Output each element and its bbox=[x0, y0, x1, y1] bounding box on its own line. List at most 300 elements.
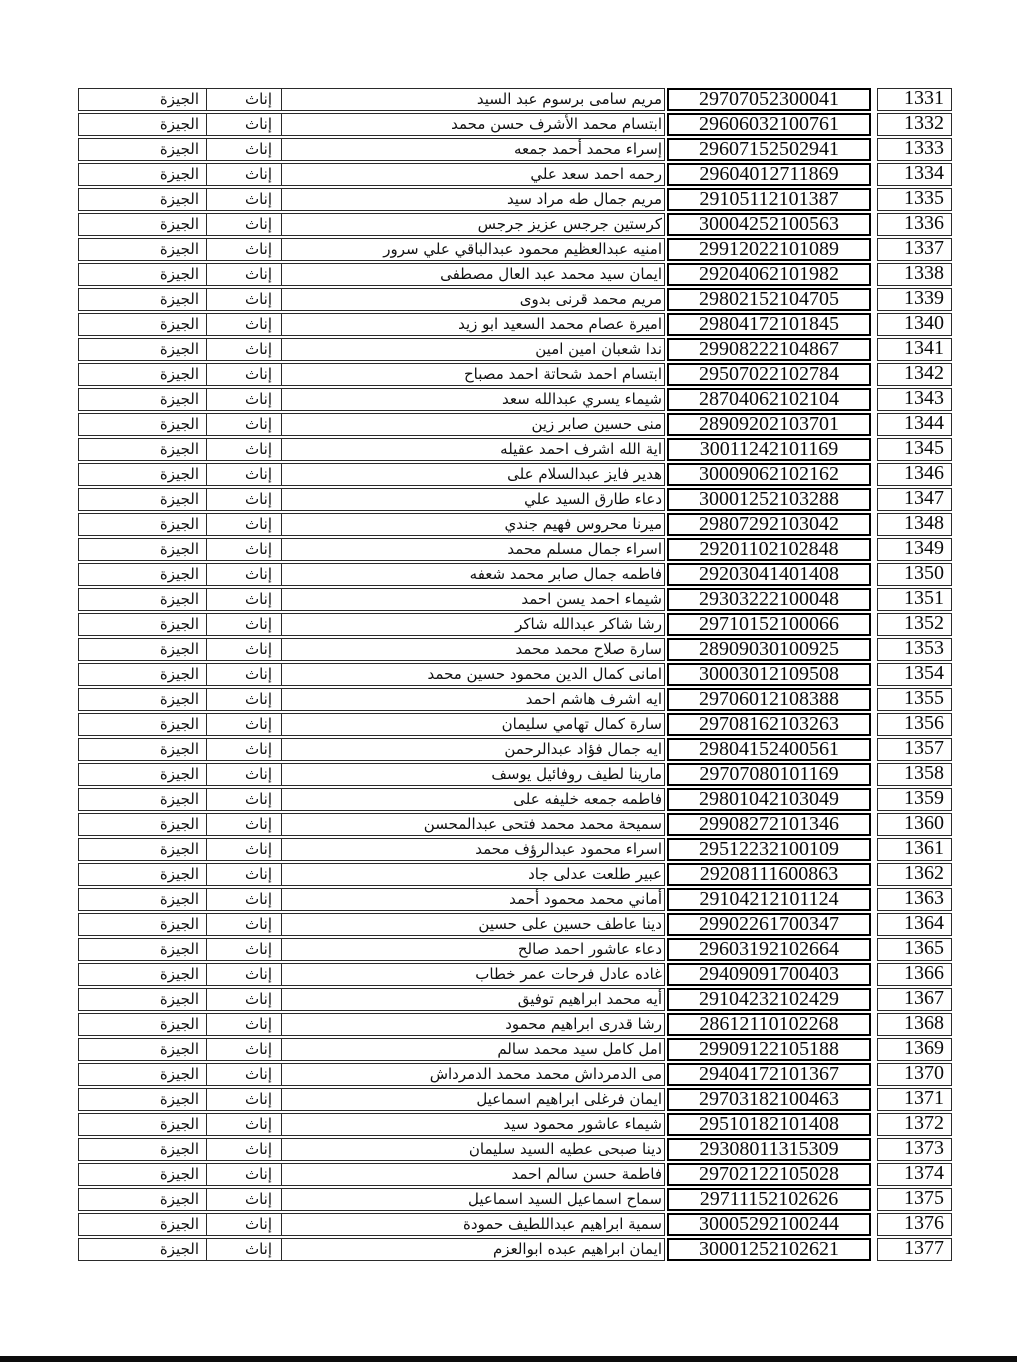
serial-number-cell: 1336 bbox=[877, 213, 952, 236]
table-row bbox=[78, 463, 952, 486]
row-info-box bbox=[78, 388, 665, 411]
serial-number-cell: 1351 bbox=[877, 588, 952, 611]
table-row bbox=[78, 388, 952, 411]
serial-number-cell: 1348 bbox=[877, 513, 952, 536]
national-id-cell: 29703182100463 bbox=[667, 1088, 871, 1111]
row-info-box bbox=[78, 1113, 665, 1136]
gender-cell: إناث bbox=[207, 889, 282, 910]
name-cell: شيماء احمد يسن احمد bbox=[521, 590, 662, 608]
row-info-box bbox=[78, 338, 665, 361]
name-cell: اسراء جمال مسلم محمد bbox=[507, 540, 662, 558]
gender-cell: إناث bbox=[207, 1139, 282, 1160]
national-id-cell: 29104232102429 bbox=[667, 988, 871, 1011]
serial-number-cell: 1340 bbox=[877, 313, 952, 336]
row-info-box bbox=[78, 838, 665, 861]
gender-cell: إناث bbox=[207, 1014, 282, 1035]
row-info-box bbox=[78, 1213, 665, 1236]
gender-cell: إناث bbox=[207, 1189, 282, 1210]
governorate-cell: الجيزة bbox=[79, 664, 207, 685]
national-id-cell: 29104212101124 bbox=[667, 888, 871, 911]
governorate-cell: الجيزة bbox=[79, 739, 207, 760]
table-row bbox=[78, 1113, 952, 1136]
gender-cell: إناث bbox=[207, 1114, 282, 1135]
table-row bbox=[78, 863, 952, 886]
name-cell: فاطمة حسن سالم احمد bbox=[511, 1165, 662, 1183]
governorate-cell: الجيزة bbox=[79, 814, 207, 835]
national-id-cell: 29807292103042 bbox=[667, 513, 871, 536]
gender-cell: إناث bbox=[207, 214, 282, 235]
governorate-cell: الجيزة bbox=[79, 439, 207, 460]
table-row bbox=[78, 688, 952, 711]
name-cell: فاطمه جمعه خليفه على bbox=[513, 790, 662, 808]
national-id-cell: 28612110102268 bbox=[667, 1013, 871, 1036]
table-row bbox=[78, 338, 952, 361]
serial-number-cell: 1364 bbox=[877, 913, 952, 936]
governorate-cell: الجيزة bbox=[79, 564, 207, 585]
gender-cell: إناث bbox=[207, 764, 282, 785]
row-info-box bbox=[78, 638, 665, 661]
table-row bbox=[78, 938, 952, 961]
name-cell: سارة صلاح محمد محمد bbox=[515, 640, 662, 658]
serial-number-cell: 1332 bbox=[877, 113, 952, 136]
table-row bbox=[78, 913, 952, 936]
name-cell: ايه جمال فؤاد عبدالرحمن bbox=[504, 740, 662, 758]
national-id-cell: 30005292100244 bbox=[667, 1213, 871, 1236]
national-id-cell: 29404172101367 bbox=[667, 1063, 871, 1086]
gender-cell: إناث bbox=[207, 964, 282, 985]
governorate-cell: الجيزة bbox=[79, 1014, 207, 1035]
gender-cell: إناث bbox=[207, 514, 282, 535]
name-cell: مارينا لطيف روفائيل يوسف bbox=[491, 765, 662, 783]
governorate-cell: الجيزة bbox=[79, 1189, 207, 1210]
row-info-box bbox=[78, 138, 665, 161]
row-info-box bbox=[78, 188, 665, 211]
serial-number-cell: 1374 bbox=[877, 1163, 952, 1186]
row-info-box bbox=[78, 513, 665, 536]
gender-cell: إناث bbox=[207, 1064, 282, 1085]
governorate-cell: الجيزة bbox=[79, 1139, 207, 1160]
table-row bbox=[78, 588, 952, 611]
serial-number-cell: 1366 bbox=[877, 963, 952, 986]
gender-cell: إناث bbox=[207, 89, 282, 110]
gender-cell: إناث bbox=[207, 289, 282, 310]
national-id-cell: 28909030100925 bbox=[667, 638, 871, 661]
row-info-box bbox=[78, 613, 665, 636]
row-info-box bbox=[78, 488, 665, 511]
table-row bbox=[78, 888, 952, 911]
serial-number-cell: 1350 bbox=[877, 563, 952, 586]
row-info-box bbox=[78, 863, 665, 886]
row-info-box bbox=[78, 738, 665, 761]
gender-cell: إناث bbox=[207, 339, 282, 360]
row-info-box bbox=[78, 88, 665, 111]
serial-number-cell: 1373 bbox=[877, 1138, 952, 1161]
gender-cell: إناث bbox=[207, 664, 282, 685]
serial-number-cell: 1339 bbox=[877, 288, 952, 311]
serial-number-cell: 1368 bbox=[877, 1013, 952, 1036]
name-cell: منى حسين صابر زين bbox=[531, 415, 662, 433]
governorate-cell: الجيزة bbox=[79, 1039, 207, 1060]
governorate-cell: الجيزة bbox=[79, 389, 207, 410]
national-id-cell: 29902261700347 bbox=[667, 913, 871, 936]
serial-number-cell: 1375 bbox=[877, 1188, 952, 1211]
governorate-cell: الجيزة bbox=[79, 639, 207, 660]
serial-number-cell: 1359 bbox=[877, 788, 952, 811]
gender-cell: إناث bbox=[207, 614, 282, 635]
row-info-box bbox=[78, 563, 665, 586]
gender-cell: إناث bbox=[207, 314, 282, 335]
table-row bbox=[78, 1238, 952, 1261]
row-info-box bbox=[78, 163, 665, 186]
serial-number-cell: 1362 bbox=[877, 863, 952, 886]
national-id-cell: 30001252103288 bbox=[667, 488, 871, 511]
national-id-cell: 28704062102104 bbox=[667, 388, 871, 411]
governorate-cell: الجيزة bbox=[79, 839, 207, 860]
table-row bbox=[78, 638, 952, 661]
governorate-cell: الجيزة bbox=[79, 1114, 207, 1135]
table-row bbox=[78, 438, 952, 461]
serial-number-cell: 1357 bbox=[877, 738, 952, 761]
gender-cell: إناث bbox=[207, 539, 282, 560]
table-row bbox=[78, 813, 952, 836]
row-info-box bbox=[78, 688, 665, 711]
gender-cell: إناث bbox=[207, 914, 282, 935]
serial-number-cell: 1371 bbox=[877, 1088, 952, 1111]
national-id-cell: 29804172101845 bbox=[667, 313, 871, 336]
name-cell: كرستين جرجس عزيز جرجس bbox=[477, 215, 662, 233]
name-cell: شيماء عاشور محمود سيد bbox=[503, 1115, 662, 1133]
governorate-cell: الجيزة bbox=[79, 164, 207, 185]
serial-number-cell: 1363 bbox=[877, 888, 952, 911]
serial-number-cell: 1353 bbox=[877, 638, 952, 661]
table-row bbox=[78, 238, 952, 261]
row-info-box bbox=[78, 413, 665, 436]
row-info-box bbox=[78, 938, 665, 961]
row-info-box bbox=[78, 288, 665, 311]
name-cell: أيه محمد ابراهيم توفيق bbox=[517, 990, 662, 1008]
gender-cell: إناث bbox=[207, 1164, 282, 1185]
table-row bbox=[78, 163, 952, 186]
governorate-cell: الجيزة bbox=[79, 1214, 207, 1235]
name-cell: سمية ابراهيم عبداللطيف حمودة bbox=[463, 1215, 662, 1233]
table-row bbox=[78, 838, 952, 861]
national-id-cell: 29908272101346 bbox=[667, 813, 871, 836]
gender-cell: إناث bbox=[207, 489, 282, 510]
table-row bbox=[78, 563, 952, 586]
table-row bbox=[78, 963, 952, 986]
gender-cell: إناث bbox=[207, 114, 282, 135]
governorate-cell: الجيزة bbox=[79, 539, 207, 560]
table-row bbox=[78, 613, 952, 636]
row-info-box bbox=[78, 1163, 665, 1186]
national-id-cell: 29603192102664 bbox=[667, 938, 871, 961]
row-info-box bbox=[78, 313, 665, 336]
table-row bbox=[78, 713, 952, 736]
serial-number-cell: 1360 bbox=[877, 813, 952, 836]
national-id-cell: 29512232100109 bbox=[667, 838, 871, 861]
name-cell: ابتسام محمد الأشرف حسن محمد bbox=[451, 115, 662, 133]
serial-number-cell: 1354 bbox=[877, 663, 952, 686]
row-info-box bbox=[78, 888, 665, 911]
table-row bbox=[78, 738, 952, 761]
serial-number-cell: 1347 bbox=[877, 488, 952, 511]
name-cell: اسراء محمود عبدالرؤف محمد bbox=[475, 840, 662, 858]
national-id-cell: 29510182101408 bbox=[667, 1113, 871, 1136]
row-info-box bbox=[78, 788, 665, 811]
table-row bbox=[78, 413, 952, 436]
national-id-cell: 30004252100563 bbox=[667, 213, 871, 236]
national-id-cell: 29707052300041 bbox=[667, 88, 871, 111]
gender-cell: إناث bbox=[207, 1089, 282, 1110]
gender-cell: إناث bbox=[207, 814, 282, 835]
table-row bbox=[78, 1188, 952, 1211]
serial-number-cell: 1372 bbox=[877, 1113, 952, 1136]
gender-cell: إناث bbox=[207, 189, 282, 210]
governorate-cell: الجيزة bbox=[79, 989, 207, 1010]
name-cell: ايه اشرف هاشم احمد bbox=[525, 690, 662, 708]
governorate-cell: الجيزة bbox=[79, 1064, 207, 1085]
name-cell: امانى كمال الدين محمود حسين محمد bbox=[427, 665, 662, 683]
serial-number-cell: 1370 bbox=[877, 1063, 952, 1086]
national-id-cell: 29208111600863 bbox=[667, 863, 871, 886]
governorate-cell: الجيزة bbox=[79, 464, 207, 485]
gender-cell: إناث bbox=[207, 464, 282, 485]
serial-number-cell: 1376 bbox=[877, 1213, 952, 1236]
table-row bbox=[78, 138, 952, 161]
table-row bbox=[78, 288, 952, 311]
page-bottom-scan-edge bbox=[0, 1356, 1017, 1362]
name-cell: دينا عاطف حسين على حسين bbox=[478, 915, 662, 933]
national-id-cell: 29409091700403 bbox=[667, 963, 871, 986]
row-info-box bbox=[78, 763, 665, 786]
gender-cell: إناث bbox=[207, 564, 282, 585]
name-cell: ابتسام احمد شحاتة احمد مصباح bbox=[463, 365, 662, 383]
row-info-box bbox=[78, 1088, 665, 1111]
row-info-box bbox=[78, 1038, 665, 1061]
gender-cell: إناث bbox=[207, 639, 282, 660]
table-row bbox=[78, 1088, 952, 1111]
national-id-cell: 30003012109508 bbox=[667, 663, 871, 686]
serial-number-cell: 1343 bbox=[877, 388, 952, 411]
serial-number-cell: 1369 bbox=[877, 1038, 952, 1061]
serial-number-cell: 1342 bbox=[877, 363, 952, 386]
gender-cell: إناث bbox=[207, 714, 282, 735]
national-id-cell: 29604012711869 bbox=[667, 163, 871, 186]
row-info-box bbox=[78, 1188, 665, 1211]
gender-cell: إناث bbox=[207, 364, 282, 385]
table-row bbox=[78, 1013, 952, 1036]
national-id-cell: 29607152502941 bbox=[667, 138, 871, 161]
table-row bbox=[78, 1138, 952, 1161]
row-info-box bbox=[78, 813, 665, 836]
row-info-box bbox=[78, 363, 665, 386]
national-id-cell: 29606032100761 bbox=[667, 113, 871, 136]
gender-cell: إناث bbox=[207, 1239, 282, 1260]
row-info-box bbox=[78, 1013, 665, 1036]
serial-number-cell: 1341 bbox=[877, 338, 952, 361]
national-id-cell: 29708162103263 bbox=[667, 713, 871, 736]
gender-cell: إناث bbox=[207, 939, 282, 960]
governorate-cell: الجيزة bbox=[79, 89, 207, 110]
row-info-box bbox=[78, 1138, 665, 1161]
serial-number-cell: 1367 bbox=[877, 988, 952, 1011]
table-row bbox=[78, 988, 952, 1011]
table-row bbox=[78, 513, 952, 536]
name-cell: امنيه عبدالعظيم محمود عبدالباقي علي سرور bbox=[383, 240, 662, 258]
row-info-box bbox=[78, 963, 665, 986]
name-cell: مريم سامى برسوم عبد السيد bbox=[476, 90, 662, 108]
name-cell: سماح اسماعيل السيد اسماعيل bbox=[468, 1190, 662, 1208]
serial-number-cell: 1361 bbox=[877, 838, 952, 861]
governorate-cell: الجيزة bbox=[79, 764, 207, 785]
row-info-box bbox=[78, 988, 665, 1011]
table-row bbox=[78, 188, 952, 211]
national-id-cell: 29507022102784 bbox=[667, 363, 871, 386]
national-id-cell: 28909202103701 bbox=[667, 413, 871, 436]
name-cell: دعاء طارق السيد علي bbox=[524, 490, 662, 508]
national-id-cell: 29912022101089 bbox=[667, 238, 871, 261]
governorate-cell: الجيزة bbox=[79, 1089, 207, 1110]
name-cell: رشا قدرى ابراهيم محمود bbox=[505, 1015, 662, 1033]
table-row bbox=[78, 113, 952, 136]
governorate-cell: الجيزة bbox=[79, 589, 207, 610]
row-info-box bbox=[78, 263, 665, 286]
gender-cell: إناث bbox=[207, 239, 282, 260]
serial-number-cell: 1331 bbox=[877, 88, 952, 111]
name-cell: ايمان فرغلى ابراهيم اسماعيل bbox=[476, 1090, 662, 1108]
table-row bbox=[78, 1163, 952, 1186]
national-id-cell: 29710152100066 bbox=[667, 613, 871, 636]
table-row bbox=[78, 1063, 952, 1086]
gender-cell: إناث bbox=[207, 739, 282, 760]
gender-cell: إناث bbox=[207, 789, 282, 810]
name-cell: أماني محمد محمود أحمد bbox=[509, 890, 662, 908]
serial-number-cell: 1365 bbox=[877, 938, 952, 961]
name-cell: شيماء يسري عبدالله سعد bbox=[501, 390, 662, 408]
national-id-cell: 29802152104705 bbox=[667, 288, 871, 311]
governorate-cell: الجيزة bbox=[79, 514, 207, 535]
row-info-box bbox=[78, 438, 665, 461]
gender-cell: إناث bbox=[207, 989, 282, 1010]
row-info-box bbox=[78, 1063, 665, 1086]
name-cell: سميحة محمد محمد فتحى عبدالمحسن bbox=[423, 815, 662, 833]
governorate-cell: الجيزة bbox=[79, 364, 207, 385]
gender-cell: إناث bbox=[207, 589, 282, 610]
governorate-cell: الجيزة bbox=[79, 939, 207, 960]
serial-number-cell: 1337 bbox=[877, 238, 952, 261]
national-id-cell: 29303222100048 bbox=[667, 588, 871, 611]
name-cell: مريم جمال طه مراد سيد bbox=[506, 190, 662, 208]
national-id-cell: 29909122105188 bbox=[667, 1038, 871, 1061]
governorate-cell: الجيزة bbox=[79, 789, 207, 810]
name-cell: غاده عادل فرحات عمر خطاب bbox=[475, 965, 662, 983]
name-cell: ندا شعبان امين امين bbox=[535, 340, 662, 358]
governorate-cell: الجيزة bbox=[79, 264, 207, 285]
name-cell: دعاء عاشور احمد صالح bbox=[517, 940, 662, 958]
national-id-cell: 29204062101982 bbox=[667, 263, 871, 286]
table-row bbox=[78, 538, 952, 561]
row-info-box bbox=[78, 538, 665, 561]
governorate-cell: الجيزة bbox=[79, 114, 207, 135]
gender-cell: إناث bbox=[207, 1039, 282, 1060]
table-row bbox=[78, 763, 952, 786]
governorate-cell: الجيزة bbox=[79, 689, 207, 710]
name-cell: ميرنا محروس فهيم جندي bbox=[504, 515, 662, 533]
row-info-box bbox=[78, 463, 665, 486]
serial-number-cell: 1377 bbox=[877, 1238, 952, 1261]
gender-cell: إناث bbox=[207, 164, 282, 185]
row-info-box bbox=[78, 663, 665, 686]
gender-cell: إناث bbox=[207, 264, 282, 285]
table-row bbox=[78, 488, 952, 511]
table-row bbox=[78, 313, 952, 336]
governorate-cell: الجيزة bbox=[79, 889, 207, 910]
serial-number-cell: 1355 bbox=[877, 688, 952, 711]
roster-table bbox=[78, 88, 952, 1263]
national-id-cell: 29908222104867 bbox=[667, 338, 871, 361]
table-row bbox=[78, 1213, 952, 1236]
row-info-box bbox=[78, 238, 665, 261]
row-info-box bbox=[78, 713, 665, 736]
name-cell: مى الدمرداش محمد محمد الدمرداش bbox=[429, 1065, 662, 1083]
serial-number-cell: 1356 bbox=[877, 713, 952, 736]
name-cell: هدير فايز عبدالسلام على bbox=[507, 465, 662, 483]
governorate-cell: الجيزة bbox=[79, 339, 207, 360]
name-cell: فاطمه جمال صابر محمد شعفه bbox=[469, 565, 662, 583]
governorate-cell: الجيزة bbox=[79, 239, 207, 260]
national-id-cell: 29308011315309 bbox=[667, 1138, 871, 1161]
governorate-cell: الجيزة bbox=[79, 314, 207, 335]
table-row bbox=[78, 788, 952, 811]
name-cell: رشا شاكر عبدالله شاكر bbox=[515, 615, 662, 633]
name-cell: عبير طلعت عدلى جاد bbox=[528, 865, 662, 883]
governorate-cell: الجيزة bbox=[79, 864, 207, 885]
gender-cell: إناث bbox=[207, 414, 282, 435]
table-row bbox=[78, 263, 952, 286]
table-row bbox=[78, 88, 952, 111]
name-cell: اية الله اشرف احمد عقيله bbox=[500, 440, 662, 458]
serial-number-cell: 1345 bbox=[877, 438, 952, 461]
name-cell: امل كامل سيد محمد سالم bbox=[497, 1040, 662, 1058]
table-row bbox=[78, 213, 952, 236]
serial-number-cell: 1338 bbox=[877, 263, 952, 286]
national-id-cell: 30001252102621 bbox=[667, 1238, 871, 1261]
governorate-cell: الجيزة bbox=[79, 1164, 207, 1185]
serial-number-cell: 1344 bbox=[877, 413, 952, 436]
name-cell: سارة كمال تهامي سليمان bbox=[501, 715, 662, 733]
name-cell: دينا صبحى عطيه السيد سليمان bbox=[468, 1140, 662, 1158]
gender-cell: إناث bbox=[207, 439, 282, 460]
table-row bbox=[78, 1038, 952, 1061]
gender-cell: إناث bbox=[207, 864, 282, 885]
national-id-cell: 29105112101387 bbox=[667, 188, 871, 211]
serial-number-cell: 1346 bbox=[877, 463, 952, 486]
national-id-cell: 29201102102848 bbox=[667, 538, 871, 561]
governorate-cell: الجيزة bbox=[79, 489, 207, 510]
row-info-box bbox=[78, 588, 665, 611]
governorate-cell: الجيزة bbox=[79, 414, 207, 435]
gender-cell: إناث bbox=[207, 689, 282, 710]
governorate-cell: الجيزة bbox=[79, 914, 207, 935]
row-info-box bbox=[78, 1238, 665, 1261]
name-cell: مريم محمد قرنى بدوى bbox=[519, 290, 662, 308]
national-id-cell: 29711152102626 bbox=[667, 1188, 871, 1211]
name-cell: اميرة عصام محمد السعيد ابو زيد bbox=[458, 315, 662, 333]
governorate-cell: الجيزة bbox=[79, 1239, 207, 1260]
governorate-cell: الجيزة bbox=[79, 964, 207, 985]
governorate-cell: الجيزة bbox=[79, 289, 207, 310]
row-info-box bbox=[78, 213, 665, 236]
